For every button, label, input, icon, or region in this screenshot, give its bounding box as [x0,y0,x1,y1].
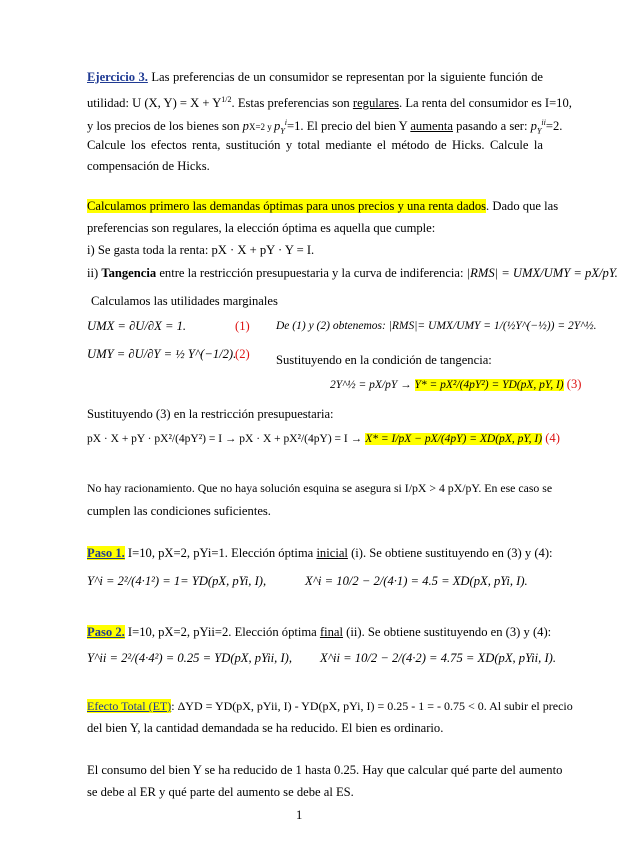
equation-number-3: (3) [563,377,582,391]
step-1-x-result: X^i = 10/2 − 2/(4·1) = 4.5 = XD(pX, pYi, I). [305,574,528,588]
highlight-x-demand: X* = I/pX − pX/(4pY) = XD(pX, pY, I) [365,433,543,445]
exercise-title: Ejercicio 3. [87,70,148,84]
step-2-label: Paso 2. [87,625,125,639]
no-rationing-line-2: cumplen las condiciones suficientes. [87,504,271,518]
substitution-budget-note: Sustituyendo (3) en la restricción presupuestaria: [87,407,334,421]
step-1-heading: Paso 1. I=10, pX=2, pYi=1. Elección óptima inicial (i). Se obtiene sustituyendo en (3) y (4): [87,546,553,560]
total-effect-label: Efecto Total (ET) [87,699,172,713]
statement-line-2: utilidad: U (X, $Y) = X + Y^{1/2}$. Estas preferencias son regulares. La renta del consumidor es I=10, [87,95,572,111]
condition-budget: i) Se gasta toda la renta: pX · X + pY · Y = I. [87,243,315,257]
step-2-x-result: X^ii = 10/2 − 2/(4·2) = 4.75 = XD(pX, pYii, I). [320,651,557,665]
step-1-label: Paso 1. [87,546,125,560]
highlight-intro: Calculamos primero las demandas óptimas para unos precios y una renta dados [87,199,487,213]
statement-line-3: y los precios de los bienes son pX=2 y $p_Y^i=1$. El precio del bien Y aumenta pasando a ser: $p_Y^{ii}=2$. [87,118,563,136]
umy-equation: UMY = ∂U/∂Y = ½ Y^(−1/2). [87,347,237,361]
equation-4-line: pX · X + pY · pX²/(4pY²) = I → pX · X + pX²/(4pY) = I → X* = I/pX − pX/(4pY) = XD(pX, pY, I) (4) [87,431,560,445]
step-2-heading: Paso 2. I=10, pX=2, pYii=2. Elección óptima final (ii). Se obtiene sustituyendo en (3) y (4): [87,625,552,639]
equation-3-line: 2Y^½ = pX/pY → Y* = pX²/(4pY²) = YD(pX, pY, I) (3) [330,377,582,391]
highlight-y-demand: Y* = pX²/(4pY²) = YD(pX, pY, I) [414,379,564,391]
step-2-y-result: Y^ii = 2²/(4·4²) = 0.25 = YD(pX, pYii, I), [87,651,292,665]
condition-tangency: ii) Tangencia entre la restricción presupuestaria y la curva de indiferencia: |RMS| = UMX/UMY = pX/pY. [87,266,618,280]
statement-line-5: compensación de Hicks. [87,159,210,173]
total-effect-line-1: Efecto Total (ET): ΔYD = YD(pX, pYii, I) - YD(pX, pYi, I) = 0.25 - 1 = - 0.75 < 0. Al subir el precio [87,699,573,713]
solution-intro-line-2: preferencias son regulares, la elección óptima es aquella que cumple: [87,221,436,235]
equation-number-2: (2) [235,347,250,361]
no-rationing-line-1: No hay racionamiento. Que no haya solución esquina se asegura si I/pX > 4 pX/pY. En ese caso se [87,481,553,495]
step-1-y-result: Y^i = 2²/(4·1²) = 1= YD(pX, pYi, I), [87,574,267,588]
rms-formula: |RMS| = UMX/UMY = pX/pY. [466,266,618,280]
final-paragraph-line-1: El consumo del bien Y se ha reducido de 1 hasta 0.25. Hay que calcular qué parte del aumento [87,763,563,777]
substitution-note: Sustituyendo en la condición de tangencia: [276,353,492,367]
marginal-utilities-heading: Calculamos las utilidades marginales [91,294,278,308]
statement-line-4: Calcule los efectos renta, sustitución y total mediante el método de Hicks. Calcule la [87,138,543,152]
rms-derivation: De (1) y (2) obtenemos: |RMS|= UMX/UMY = 1/(½Y^(−½)) = 2Y^½. [276,320,597,332]
umx-equation: UMX = ∂U/∂X = 1. [87,319,187,333]
equation-number-1: (1) [235,319,250,333]
total-effect-line-2: del bien Y, la cantidad demandada se ha reducido. El bien es ordinario. [87,721,444,735]
page-number: 1 [296,808,303,822]
equation-number-4: (4) [545,431,560,445]
final-paragraph-line-2: se debe al ER y qué parte del aumento se debe al ES. [87,785,354,799]
solution-intro-line-1: Calculamos primero las demandas óptimas para unos precios y una renta dados. Dado que las [87,199,559,213]
statement-line-1: Ejercicio 3. Las preferencias de un consumidor se representan por la siguiente función de [87,70,543,84]
